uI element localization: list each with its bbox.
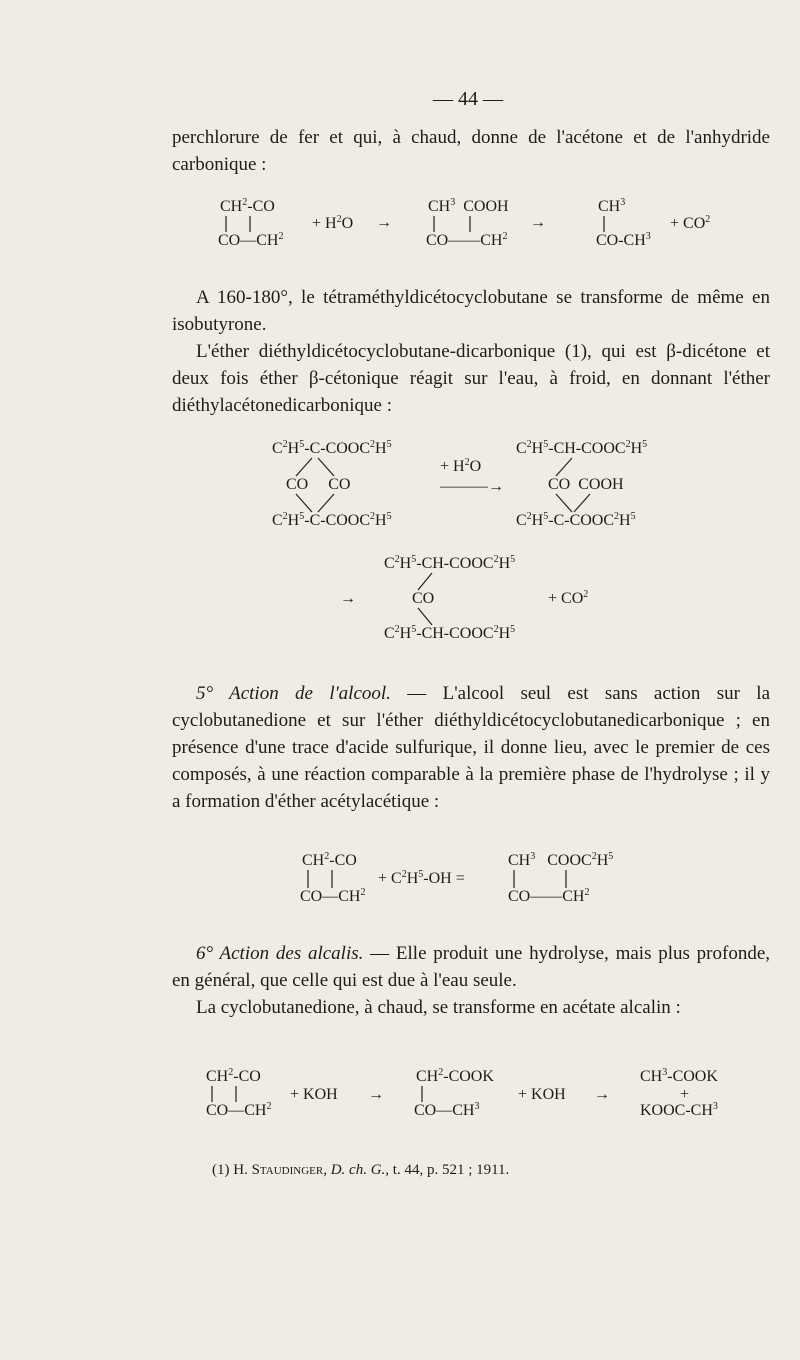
acid-ester-top: $C^2H^5-CH-COOC^2H^5$ [516, 439, 648, 457]
paragraph-alcool: 5° Action de l'alcool. — L'alcool seul est sans action sur la cyclobutanedione et sur l'éther diéthyldicétocyclobutanedicarbonique ; en présence d'une trace d'acide sulfurique, il donne lieu, avec le premier de ces composés, à une réaction comparable à la première phase de l'hydrolyse ; il y a formation d'éther acétylacétique : [172, 683, 770, 812]
paragraph-alcalis: 6° Action des alcalis. — Elle produit une hydrolyse, mais plus profonde, en général, que celle qui est due à l'eau seule. La cyclobutanedione, à chaud, se transforme en acétate alcalin : [172, 943, 770, 1018]
reaction-arrow: → [594, 1086, 610, 1103]
reaction-arrow: ———→ [440, 478, 504, 495]
plus-koh: + KOH [290, 1086, 338, 1103]
reaction-arrow: → [340, 590, 356, 607]
paragraph-intro: perchlorure de fer et qui, à chaud, donne de l'acétone et de l'anhydride carbonique : [172, 127, 770, 175]
reaction-arrow: → [530, 214, 546, 231]
acid-ester-middle: CO COOH [548, 476, 624, 493]
footnote: (1) H. Staudinger, D. ch. G., t. 44, p. 521 ; 1911. [212, 1162, 510, 1178]
acid-top: $CH^3$ COOH [428, 197, 509, 215]
acetone-bottom: $CO-CH^3$ [596, 231, 651, 249]
cyclobutanedione-bottom: $CO—CH^2$ [218, 231, 284, 249]
ester-top: $CH^3$ $COOC^2H^5$ [508, 851, 614, 869]
plus-ethanol: + $C^2H^5-OH$ = [378, 869, 465, 887]
acid-bottom: $CO——CH^2$ [426, 231, 508, 249]
page-number: — 44 — [433, 88, 503, 110]
ether-bottom: $C^2H^5-C-COOC^2H^5$ [272, 511, 392, 529]
plus-koh: + KOH [518, 1086, 566, 1103]
section-heading-alcool: 5° Action de l'alcool. [196, 683, 391, 704]
dione-bottom: $CO—CH^2$ [300, 887, 366, 905]
product-bottom: $C^2H^5-CH-COOC^2H^5$ [384, 624, 516, 642]
intermediate-top: $CH^2$-COOK [416, 1067, 494, 1085]
dione-top: $CH^2-CO$ [206, 1067, 261, 1085]
plus-sign: + [680, 1086, 690, 1103]
product-top: $C^2H^5-CH-COOC^2H^5$ [384, 554, 516, 572]
section-heading-alcalis: 6° Action des alcalis. [196, 943, 364, 964]
plus-water: + $H^2O$ [312, 214, 354, 232]
reaction-arrow: → [376, 214, 392, 231]
acid-ester-bottom: $C^2H^5-C-COOC^2H^5$ [516, 511, 636, 529]
cyclobutanedione-top: $CH^2-CO$ [220, 197, 275, 215]
acetone-top: $CH^3$ [598, 197, 626, 215]
ester-bottom: $CO——CH^2$ [508, 887, 590, 905]
plus-co2: + $CO^2$ [670, 214, 711, 232]
acetate-bottom: KOOC-$CH^3$ [640, 1101, 718, 1119]
acetate-top: $CH^3$-COOK [640, 1067, 718, 1085]
paragraph-ether: L'éther diéthyldicétocyclobutane-dicarbonique (1), qui est β-dicétone et deux fois éther β-cétonique réagit sur l'eau, à froid, en donnant l'éther diéthylacétonedicarbonique : [172, 341, 770, 416]
ether-top: $C^2H^5-C-COOC^2H^5$ [272, 439, 392, 457]
product-middle: CO [412, 590, 435, 607]
dione-top: $CH^2-CO$ [302, 851, 357, 869]
plus-water: + $H^2O$ [440, 457, 482, 475]
plus-co2: + $CO^2$ [548, 589, 589, 607]
reaction-arrow: → [368, 1086, 384, 1103]
paragraph-isobutyrone: A 160-180°, le tétraméthyldicétocyclobutane se transforme de même en isobutyrone. [172, 287, 770, 335]
intermediate-bottom: $CO—CH^3$ [414, 1101, 480, 1119]
dione-bottom: $CO—CH^2$ [206, 1101, 272, 1119]
ether-middle: CO CO [286, 476, 351, 493]
